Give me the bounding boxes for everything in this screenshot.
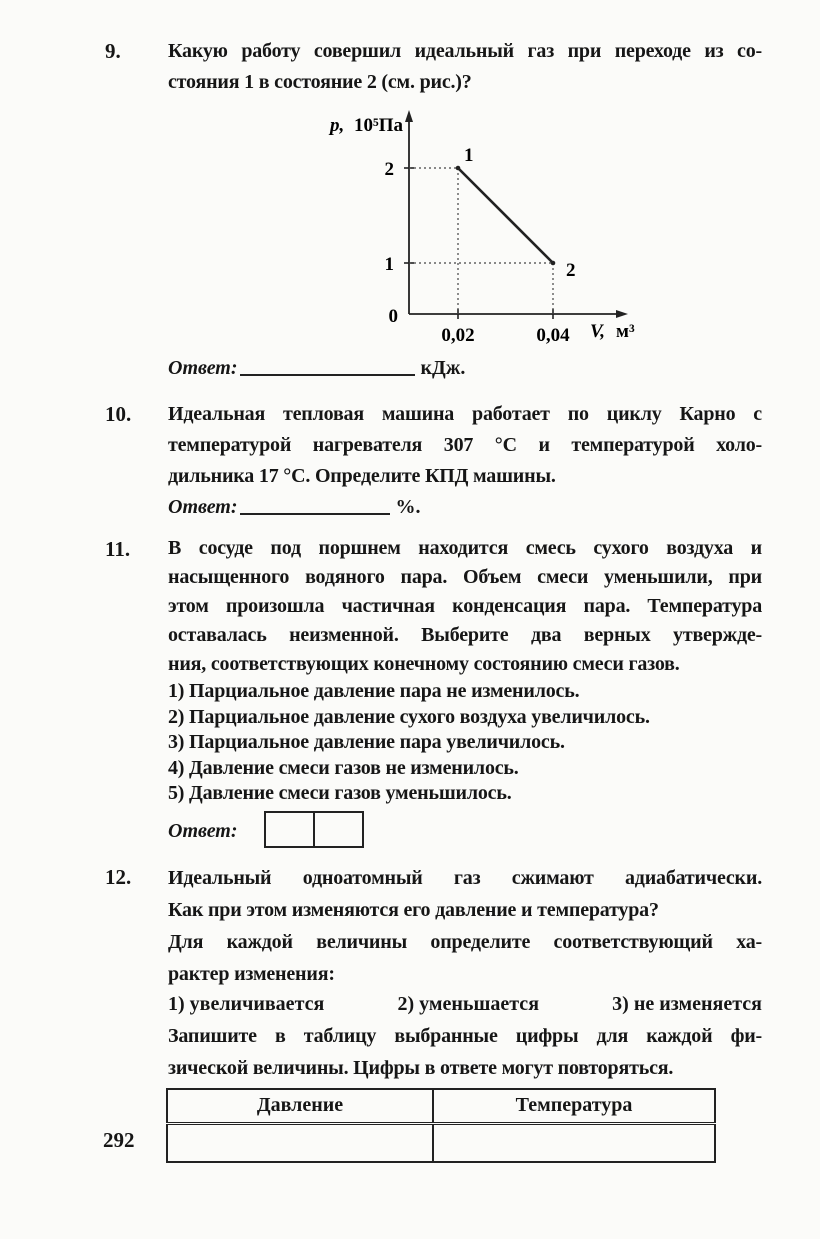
column-header-temperature: Температура xyxy=(433,1089,715,1124)
choice-2: 2) уменьшается xyxy=(397,992,540,1015)
problem-9-number: 9. xyxy=(105,39,121,63)
problem-12-instruction xyxy=(168,926,762,990)
problem-12-number: 12. xyxy=(105,864,132,889)
problem-9-line: Какую работу совершил идеальный газ при переходе из со- xyxy=(168,40,762,62)
answer-label: Ответ: xyxy=(168,496,238,518)
problem-11-line: В сосуде под поршнем находится смесь сухого воздуха и xyxy=(168,537,762,559)
problem-12-text xyxy=(168,862,762,926)
problem-12-choices xyxy=(168,990,762,1018)
option-4: 4) Давление смеси газов не изменилось. xyxy=(168,756,519,779)
answer-label: Ответ: xyxy=(168,357,238,379)
problem-11-line: ния, соответствующих конечному состоянию смеси газов. xyxy=(168,653,680,675)
problem-12-line: Как при этом изменяются его давление и температура? xyxy=(168,898,659,921)
note-line: зической величины. Цифры в ответе могут повторяться. xyxy=(168,1056,674,1079)
problem-12 xyxy=(105,862,762,926)
problem-9-text xyxy=(168,36,762,98)
x-axis-label-unit: м³ xyxy=(616,321,635,342)
pressure-answer-cell[interactable] xyxy=(167,1123,433,1162)
problem-11-line: этом произошла частичная конденсация пара. Температура xyxy=(168,595,762,617)
problem-10-line: дильника 17 °C. Определите КПД машины. xyxy=(168,465,556,487)
problem-11-options xyxy=(168,679,762,807)
y-axis-arrow-icon xyxy=(405,110,413,122)
answer-table-header-row xyxy=(167,1089,715,1124)
choice-3: 3) не изменяется xyxy=(612,992,762,1015)
problem-10 xyxy=(105,399,762,492)
x-axis-arrow-icon xyxy=(616,310,628,318)
problem-10-number: 10. xyxy=(105,402,132,426)
problem-11-line: оставалась неизменной. Выберите два верных утвержде- xyxy=(168,624,762,646)
answer-box-cell-2[interactable] xyxy=(313,813,362,846)
point-1 xyxy=(456,166,461,171)
column-header-pressure: Давление xyxy=(167,1089,433,1124)
y-axis-label-unit: 10⁵Па xyxy=(354,115,403,136)
problem-10-text xyxy=(168,399,762,492)
problem-9 xyxy=(105,36,762,98)
page-number: 292 xyxy=(103,1128,135,1152)
answer-table-12 xyxy=(166,1088,716,1163)
answer-blank-9[interactable] xyxy=(240,358,415,376)
option-1: 1) Парциальное давление пара не изменилось. xyxy=(168,680,580,702)
problem-10-line: температурой нагревателя 307 °C и температурой холо- xyxy=(168,434,762,456)
answer-row-11 xyxy=(168,811,762,854)
origin-label: 0 xyxy=(388,306,398,327)
problem-10-line: Идеальная тепловая машина работает по циклу Карно с xyxy=(168,403,762,425)
process-line-1-2 xyxy=(458,168,553,263)
problem-9-line: стояния 1 в состояние 2 (см. рис.)? xyxy=(168,71,472,93)
problem-11-line: насыщенного водяного пара. Объем смеси уменьшили, при xyxy=(168,566,762,588)
x-tick-label-002: 0,02 xyxy=(441,325,475,346)
point-1-label: 1 xyxy=(464,145,474,166)
point-2-label: 2 xyxy=(566,260,576,281)
option-2: 2) Парциальное давление сухого воздуха увеличилось. xyxy=(168,705,650,728)
answer-row-9 xyxy=(168,353,762,383)
point-2 xyxy=(551,261,556,266)
answer-unit: %. xyxy=(395,496,421,518)
y-axis-label-var: p, xyxy=(330,115,345,136)
problem-11-text xyxy=(168,534,762,679)
pv-diagram-svg xyxy=(290,108,650,346)
answer-label: Ответ: xyxy=(168,819,238,842)
problem-12-note xyxy=(168,1020,762,1084)
instruction-line: рактер изменения: xyxy=(168,962,335,985)
problem-12-line: Идеальный одноатомный газ сжимают адиабатически. xyxy=(168,866,762,889)
answer-table-input-row xyxy=(167,1123,715,1162)
y-tick-label-2: 2 xyxy=(384,159,394,180)
y-tick-label-1: 1 xyxy=(384,254,394,275)
option-5: 5) Давление смеси газов уменьшилось. xyxy=(168,782,512,804)
answer-row-10 xyxy=(168,492,762,522)
instruction-line: Для каждой величины определите соответствующий ха- xyxy=(168,930,762,953)
temperature-answer-cell[interactable] xyxy=(433,1123,715,1162)
answer-unit: кДж. xyxy=(420,357,466,379)
answer-box-cell-1[interactable] xyxy=(266,813,313,846)
problem-11 xyxy=(105,534,762,679)
note-line: Запишите в таблицу выбранные цифры для каждой фи- xyxy=(168,1024,762,1047)
x-axis-label-var: V, xyxy=(590,321,605,342)
option-3: 3) Парциальное давление пара увеличилось. xyxy=(168,731,565,753)
answer-blank-10[interactable] xyxy=(240,497,390,515)
choice-1: 1) увеличивается xyxy=(168,992,325,1015)
x-tick-label-004: 0,04 xyxy=(536,325,570,346)
answer-boxes-11 xyxy=(264,811,364,848)
pv-diagram xyxy=(290,108,762,351)
problem-11-number: 11. xyxy=(105,537,131,561)
